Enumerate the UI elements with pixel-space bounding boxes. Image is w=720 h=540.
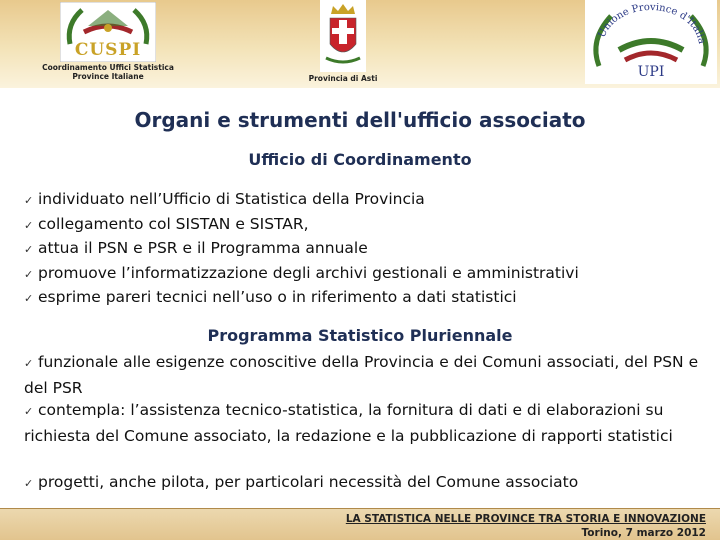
cuspi-caption [40, 63, 176, 81]
paragraph-text: funzionale alle esigenze conoscitive della Provincia e dei Comuni associati, del PSN e del PSR [24, 353, 699, 397]
paragraph-text: progetti, anche pilota, per particolari necessità del Comune associato [38, 473, 579, 491]
asti-caption: Provincia di Asti [308, 74, 378, 83]
list-item [24, 213, 579, 238]
cuspi-caption-line1: Coordinamento Uffici Statistica [42, 63, 174, 72]
page-title: Organi e strumenti dell'ufficio associato [134, 108, 586, 132]
list-item-text: collegamento col SISTAN e SISTAR, [38, 214, 309, 233]
check-icon: ✓ [24, 405, 34, 418]
check-icon: ✓ [24, 218, 34, 232]
list-item [24, 188, 579, 213]
footer-date: Torino, 7 marzo 2012 [581, 527, 706, 539]
check-icon: ✓ [24, 357, 34, 370]
list-item-text: esprime pareri tecnici nell’uso o in riferimento a dati statistici [38, 288, 517, 306]
footer-event-title: LA STATISTICA NELLE PROVINCE TRA STORIA E INNOVAZIONE [345, 513, 706, 525]
section2-heading: Programma Statistico Pluriennale [207, 326, 513, 345]
section2-paragraph-2 [24, 398, 704, 448]
upi-logo [585, 0, 717, 84]
upi-ring-text: Unione Province d'Italia [596, 1, 707, 45]
list-item-text: individuato nell’Ufficio di Statistica della Provincia [38, 190, 425, 208]
section2-paragraph-3 [24, 470, 704, 496]
asti-crest [320, 0, 366, 72]
check-icon: ✓ [24, 194, 34, 207]
list-item [24, 262, 579, 287]
cuspi-logo [60, 2, 156, 62]
check-icon: ✓ [24, 243, 34, 256]
list-item [24, 286, 579, 311]
upi-wordmark: UPI [637, 64, 665, 80]
section1-heading: Ufficio di Coordinamento [248, 150, 472, 169]
check-icon: ✓ [24, 267, 34, 281]
cuspi-wordmark: CUSPI [74, 40, 142, 60]
list-item-text: attua il PSN e PSR e il Programma annuale [38, 239, 368, 257]
footer-divider [0, 508, 720, 509]
section1-list [24, 188, 579, 311]
paragraph-text: contempla: l’assistenza tecnico-statistica, la fornitura di dati e di elaborazioni su richiesta del Comune associato, la redazione e la pubblicazione di rapporti statistici [24, 401, 673, 445]
cuspi-caption-line2: Province Italiane [72, 72, 144, 81]
check-icon: ✓ [24, 292, 34, 305]
section2-paragraph-1 [24, 350, 704, 400]
list-item [24, 237, 579, 262]
list-item-text: promuove l’informatizzazione degli archivi gestionali e amministrativi [38, 263, 579, 282]
check-icon: ✓ [24, 477, 34, 490]
asti-coat-of-arms-icon [320, 0, 366, 72]
